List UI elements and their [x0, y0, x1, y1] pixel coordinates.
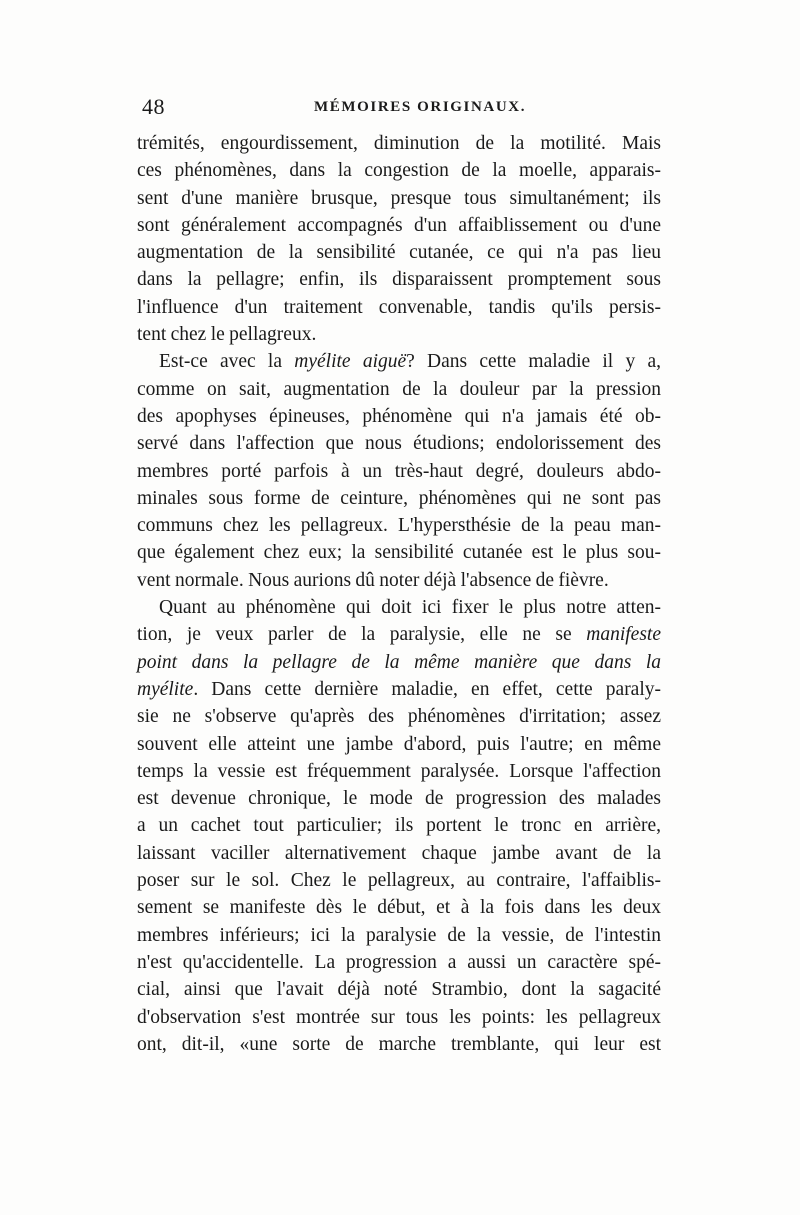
text-segment: des apophyses épineuses, phénomène qui n'a jamais été ob-	[137, 405, 661, 427]
text-line	[137, 1004, 661, 1031]
text-line	[137, 239, 661, 266]
running-head	[142, 94, 658, 124]
text-line	[137, 922, 661, 949]
text-line	[137, 185, 661, 212]
text-segment: vent normale. Nous aurions dû noter déjà l'absence de fièvre.	[137, 569, 609, 591]
text-segment: poser sur le sol. Chez le pellagreux, au contraire, l'affaiblis-	[137, 870, 661, 892]
italic-text-segment: manifeste	[586, 624, 661, 646]
text-segment: servé dans l'affection que nous étudions; endolorissement des	[137, 433, 661, 455]
text-segment: ces phénomènes, dans la congestion de la moelle, apparais-	[137, 160, 661, 182]
italic-text-segment: point dans la pellagre de la même manière que dans la	[137, 651, 661, 673]
text-line	[137, 976, 661, 1003]
text-segment: minales sous forme de ceinture, phénomènes qui ne sont pas	[137, 487, 661, 509]
text-line	[137, 649, 661, 676]
text-line	[137, 403, 661, 430]
text-segment: souvent elle atteint une jambe d'abord, puis l'autre; en même	[137, 733, 661, 755]
text-segment: membres porté parfois à un très-haut degré, douleurs abdo-	[137, 460, 661, 482]
text-segment: dans la pellagre; enfin, ils disparaissent promptement sous	[137, 269, 661, 291]
text-segment: comme on sait, augmentation de la douleur par la pression	[137, 378, 661, 400]
text-line	[137, 430, 661, 457]
text-segment: Est-ce avec la	[159, 351, 295, 373]
text-line	[137, 321, 661, 348]
text-line	[137, 621, 661, 648]
text-segment: sont généralement accompagnés d'un affaiblissement ou d'une	[137, 214, 661, 236]
text-line	[137, 949, 661, 976]
text-line	[137, 485, 661, 512]
text-line	[137, 376, 661, 403]
text-line	[137, 294, 661, 321]
text-segment: cial, ainsi que l'avait déjà noté Strambio, dont la sagacité	[137, 979, 661, 1001]
text-segment: que également chez eux; la sensibilité cutanée est le plus sou-	[137, 542, 661, 564]
text-line	[137, 867, 661, 894]
text-segment: n'est qu'accidentelle. La progression a aussi un caractère spé-	[137, 951, 661, 973]
text-line	[137, 212, 661, 239]
text-line	[137, 512, 661, 539]
text-segment: ? Dans cette maladie il y a,	[406, 351, 661, 373]
text-segment: d'observation s'est montrée sur tous les points: les pellagreux	[137, 1006, 661, 1028]
text-line	[137, 758, 661, 785]
text-line	[137, 703, 661, 730]
text-line	[137, 894, 661, 921]
italic-text-segment: myélite aiguë	[294, 351, 407, 373]
text-line	[137, 594, 661, 621]
text-line	[137, 785, 661, 812]
text-segment: tion, je veux parler de la paralysie, elle ne se	[137, 624, 587, 646]
text-segment: communs chez les pellagreux. L'hypersthésie de la peau man-	[137, 515, 661, 537]
running-title: MÉMOIRES ORIGINAUX.	[314, 99, 527, 115]
text-line	[137, 266, 661, 293]
text-segment: trémités, engourdissement, diminution de la motilité. Mais	[137, 133, 661, 154]
text-segment: . Dans cette dernière maladie, en effet, cette paraly-	[193, 678, 661, 700]
text-segment: est devenue chronique, le mode de progression des malades	[137, 788, 661, 810]
text-line	[137, 1031, 661, 1058]
text-segment: ont, dit-il, «une sorte de marche tremblante, qui leur est	[137, 1033, 661, 1055]
text-segment: a un cachet tout particulier; ils portent le tronc en arrière,	[137, 815, 661, 837]
text-segment: sement se manifeste dès le début, et à la fois dans les deux	[137, 897, 661, 919]
page-number: 48	[142, 94, 165, 119]
text-line	[137, 812, 661, 839]
italic-text-segment: myélite	[137, 678, 194, 700]
text-segment: l'influence d'un traitement convenable, tandis qu'ils persis-	[137, 296, 661, 318]
text-segment: temps la vessie est fréquemment paralysée. Lorsque l'affection	[137, 760, 661, 782]
text-segment: tent chez le pellagreux.	[137, 324, 317, 346]
text-line	[137, 539, 661, 566]
text-segment: sie ne s'observe qu'après des phénomènes d'irritation; assez	[137, 706, 661, 728]
body-text	[137, 130, 661, 1058]
text-line	[137, 348, 661, 375]
text-line	[137, 458, 661, 485]
text-line	[137, 840, 661, 867]
text-segment: augmentation de la sensibilité cutanée, ce qui n'a pas lieu	[137, 242, 661, 264]
text-line	[137, 731, 661, 758]
text-segment: membres inférieurs; ici la paralysie de la vessie, de l'intestin	[137, 924, 661, 946]
text-line	[137, 130, 661, 157]
text-line	[137, 676, 661, 703]
text-line	[137, 157, 661, 184]
text-segment: Quant au phénomène qui doit ici fixer le plus notre atten-	[159, 597, 661, 619]
text-segment: sent d'une manière brusque, presque tous simultanément; ils	[137, 187, 661, 209]
text-segment: laissant vaciller alternativement chaque jambe avant de la	[137, 842, 661, 864]
text-line	[137, 567, 661, 594]
